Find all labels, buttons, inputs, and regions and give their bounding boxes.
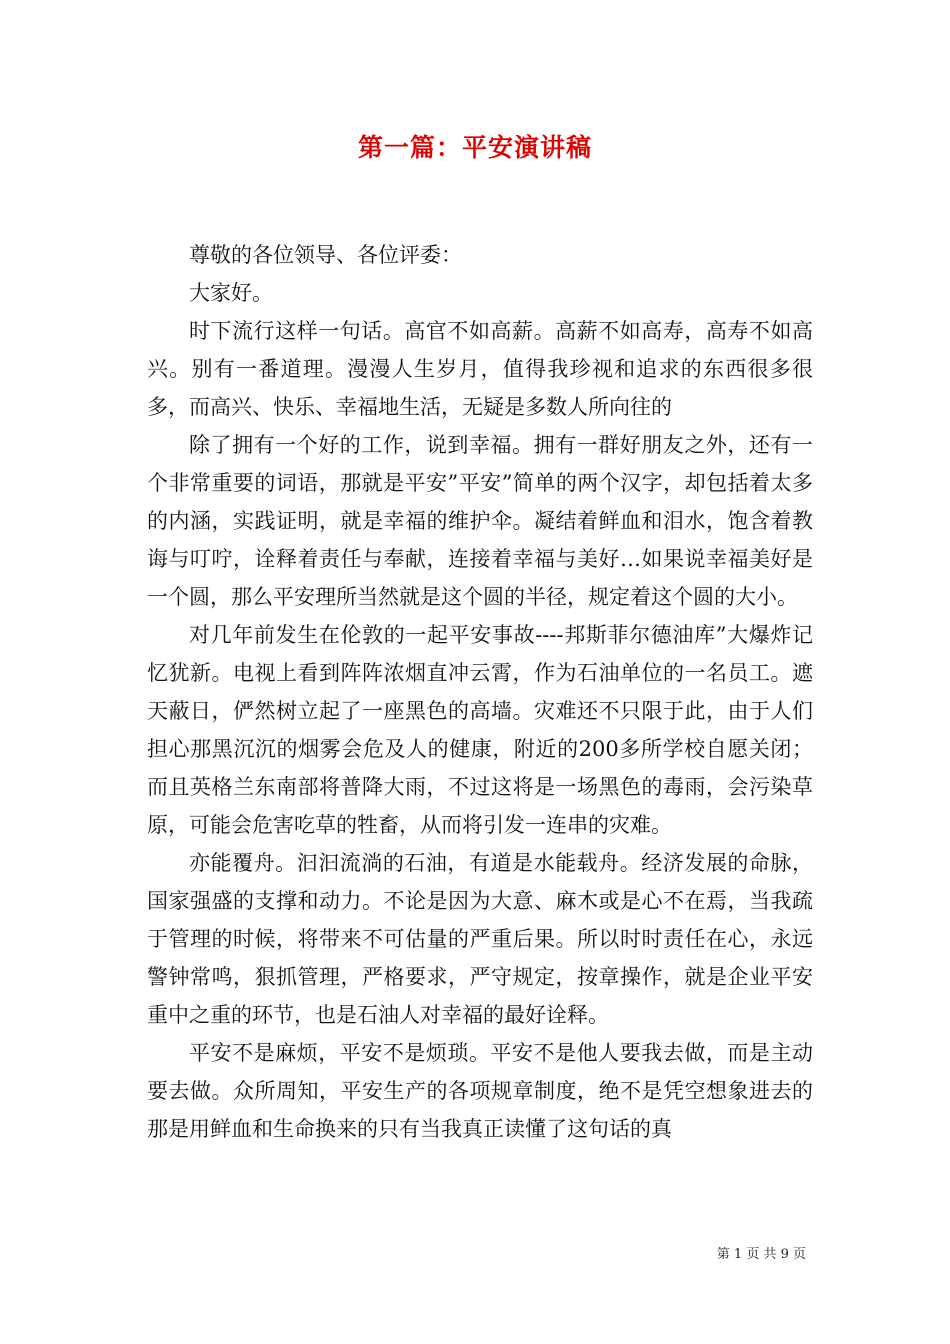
document-title: 第一篇：平安演讲稿 (357, 133, 592, 162)
body-paragraph: 亦能覆舟。汩汩流淌的石油，有道是水能载舟。经济发展的命脉，国家强盛的支撑和动力。不论是因为大意、麻木或是心不在焉，当我疏于管理的时候，将带来不可估量的严重后果。所以时时责任在心，永远警钟常鸣，狠抓管理，严格要求，严守规定，按章操作，就是企业平安重中之重的环节，也是石油人对幸福的最好诠释。 (147, 851, 813, 1027)
page-number-footer: 第 1 页 共 9 页 (716, 1247, 806, 1262)
body-paragraph: 除了拥有一个好的工作，说到幸福。拥有一群好朋友之外，还有一个非常重要的词语，那就是平安”平安”简单的两个汉字，却包括着太多的内涵，实践证明，就是幸福的维护伞。凝结着鲜血和泪水，饱含着教诲与叮咛，诠释着责任与奉献，连接着幸福与美好…如果说幸福美好是一个圆，那么平安理所当然就是这个圆的半径，规定着这个圆的大小。 (147, 433, 813, 609)
body-paragraph: 对几年前发生在伦敦的一起平安事故----邦斯菲尔德油库”大爆炸记忆犹新。电视上看到阵阵浓烟直冲云霄，作为石油单位的一名员工。遮天蔽日，俨然树立起了一座黑色的高墙。灾难还不只限于此，由于人们担心那黑沉沉的烟雾会危及人的健康，附近的200多所学校自愿关闭；而且英格兰东南部将普降大雨，不过这将是一场黑色的毒雨，会污染草原，可能会危害吃草的牲畜，从而将引发一连串的灾难。 (147, 623, 813, 837)
body-paragraph: 时下流行这样一句话。高官不如高薪。高薪不如高寿，高寿不如高兴。别有一番道理。漫漫人生岁月，值得我珍视和追求的东西很多很多，而高兴、快乐、幸福地生活，无疑是多数人所向往的 (147, 319, 813, 419)
body-paragraph: 平安不是麻烦，平安不是烦琐。平安不是他人要我去做，而是主动要去做。众所周知，平安生产的各项规章制度，绝不是凭空想象进去的那是用鲜血和生命换来的只有当我真正读懂了这句话的真 (147, 1041, 813, 1141)
greeting-paragraph: 大家好。 (189, 281, 273, 305)
salutation-paragraph: 尊敬的各位领导、各位评委： (189, 243, 462, 267)
document-body (147, 236, 813, 1148)
